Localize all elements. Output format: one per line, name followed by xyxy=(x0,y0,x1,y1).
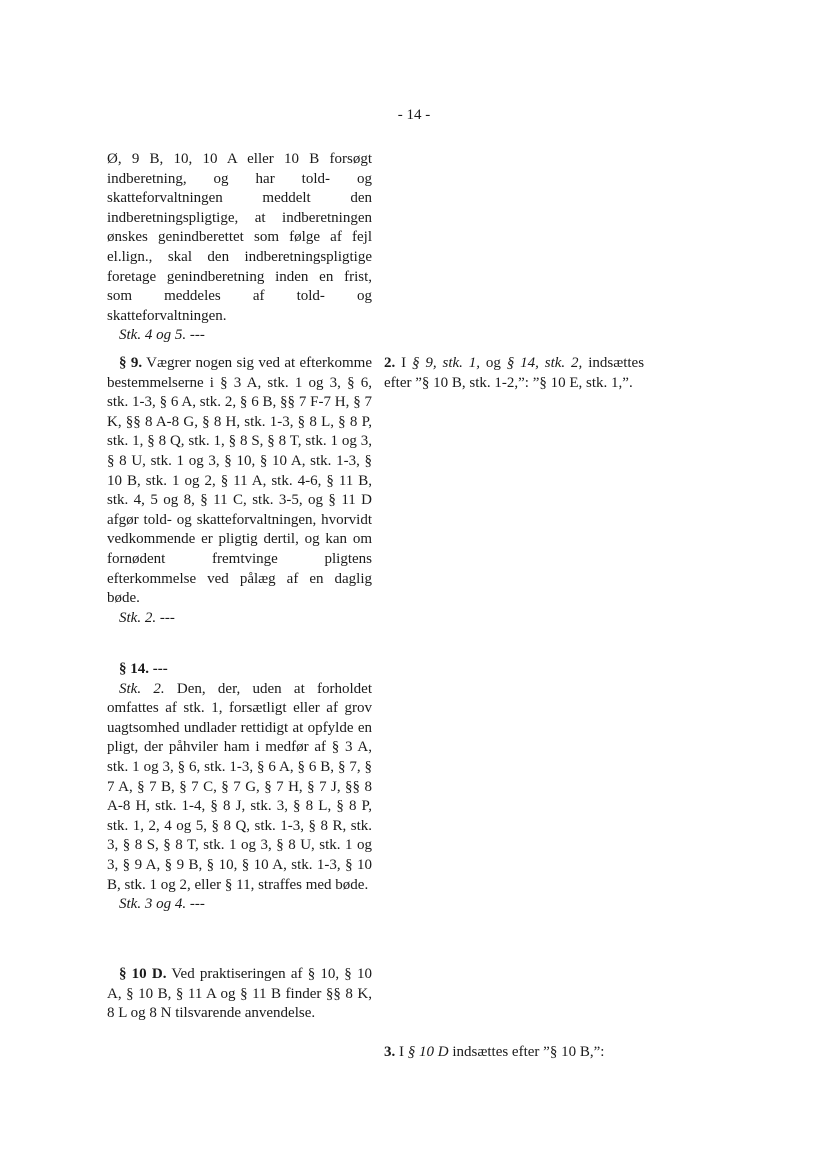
amendment-2-mid: og xyxy=(485,355,501,371)
amendment-2-text: indsættes efter ”§ 10 B, stk. 1-2,”: ”§ 10 E, stk. 1,”. xyxy=(384,355,645,391)
page-number: - 14 - xyxy=(397,107,431,123)
amendment-2-ref: § 9, stk. 1, xyxy=(412,355,481,371)
amendment-2-pre: I xyxy=(401,355,407,371)
amendment-2-number: 2. xyxy=(384,355,396,371)
paragraph-14-text: Den, der, uden at forholdet omfattes af stk. 1, forsætligt eller af grov uagtsomhed undlader rettidigt at opfylde en pligt, der påhviler ham i medfør af § 3 A, stk. 1 og 3, § 6, stk. 1-3, § 6 A, § 6 B, § 7, § 7 A, § 7 B, § 7 C, § 7 G, § 7 H, § 7 J, §§ 8 A-8 H, stk. 1-4, § 8 J, stk. 3, § 8 L, § 8 P, stk. 1, 2, 4 og 5, § 8 Q, stk. 1-3, § 8 R, stk. 3, § 8 S, § 8 T, stk. 1 og 3, § 8 U, stk. 1 og 3, § 9 A, § 9 B, § 10, § 10 A, stk. 1-3, § 10 B, stk. 1 og 2, eller § 11, straffes med bøde. xyxy=(107,680,373,893)
paragraph-14 xyxy=(107,660,372,915)
amendment-2 xyxy=(384,354,644,393)
paragraph-10d-text: Ved praktiseringen af § 10, § 10 A, § 10 B, § 11 A og § 11 B finder §§ 8 K, 8 L og 8 N tilsvarende anvendelse. xyxy=(107,966,372,1022)
paragraph-10d-heading: § 10 D. xyxy=(119,966,167,982)
paragraph-14-heading: § 14. --- xyxy=(119,661,168,677)
paragraph-14-stk-2-label: Stk. 2. xyxy=(119,680,165,697)
paragraph-14-stk-3-4: Stk. 3 og 4. --- xyxy=(119,896,205,913)
section-continuation-text: Ø, 9 B, 10, 10 A eller 10 B forsøgt indberetning, og har told- og skatteforvaltningen meddelt den indberetningspligtige, at indberetningen ønskes genindberettet som følge af fejl el.lign., skal den indberetningspligtige foretage genindberetning inden en frist, som meddeles af told- og skatteforvaltningen. xyxy=(107,151,372,324)
paragraph-9-text: Vægrer nogen sig ved at efterkomme bestemmelserne i § 3 A, stk. 1 og 3, § 6, stk. 1-3, § 6 A, stk. 2, § 6 B, §§ 7 F-7 H, § 7 K, §§ 8 A-8 G, § 8 H, stk. 1-3, § 8 L, § 8 P, stk. 1, § 8 Q, stk. 1, § 8 S, § 8 T, stk. 1 og 3, § 8 U, stk. 1 og 3, § 10, § 10 A, stk. 1-3, § 10 B, stk. 1 og 2, § 11 A, stk. 4-6, § 11 B, stk. 4, 5 og 8, § 11 C, stk. 3-5, og § 11 D afgør told- og skatteforvaltningen, hvorvidt vedkommende er pligtig dertil, og kan om fornødent fremtvinge pligtens efterkommelse ved pålæg af en daglig bøde. xyxy=(107,355,372,607)
amendment-3-number: 3. xyxy=(384,1044,396,1060)
amendment-3-pre: I xyxy=(399,1044,404,1060)
amendment-3 xyxy=(384,1043,644,1063)
paragraph-9 xyxy=(107,354,372,628)
paragraph-9-heading: § 9. xyxy=(119,355,143,371)
amendment-3-ref: § 10 D xyxy=(407,1044,449,1060)
amendment-2-ref2: § 14, stk. 2, xyxy=(506,355,583,371)
section-continuation xyxy=(107,150,372,346)
stk-4-5-line: Stk. 4 og 5. --- xyxy=(119,327,205,344)
amendment-3-text: indsættes efter ”§ 10 B,”: xyxy=(452,1044,605,1060)
paragraph-10d xyxy=(107,965,372,1024)
paragraph-9-stk-2: Stk. 2. --- xyxy=(119,609,175,626)
